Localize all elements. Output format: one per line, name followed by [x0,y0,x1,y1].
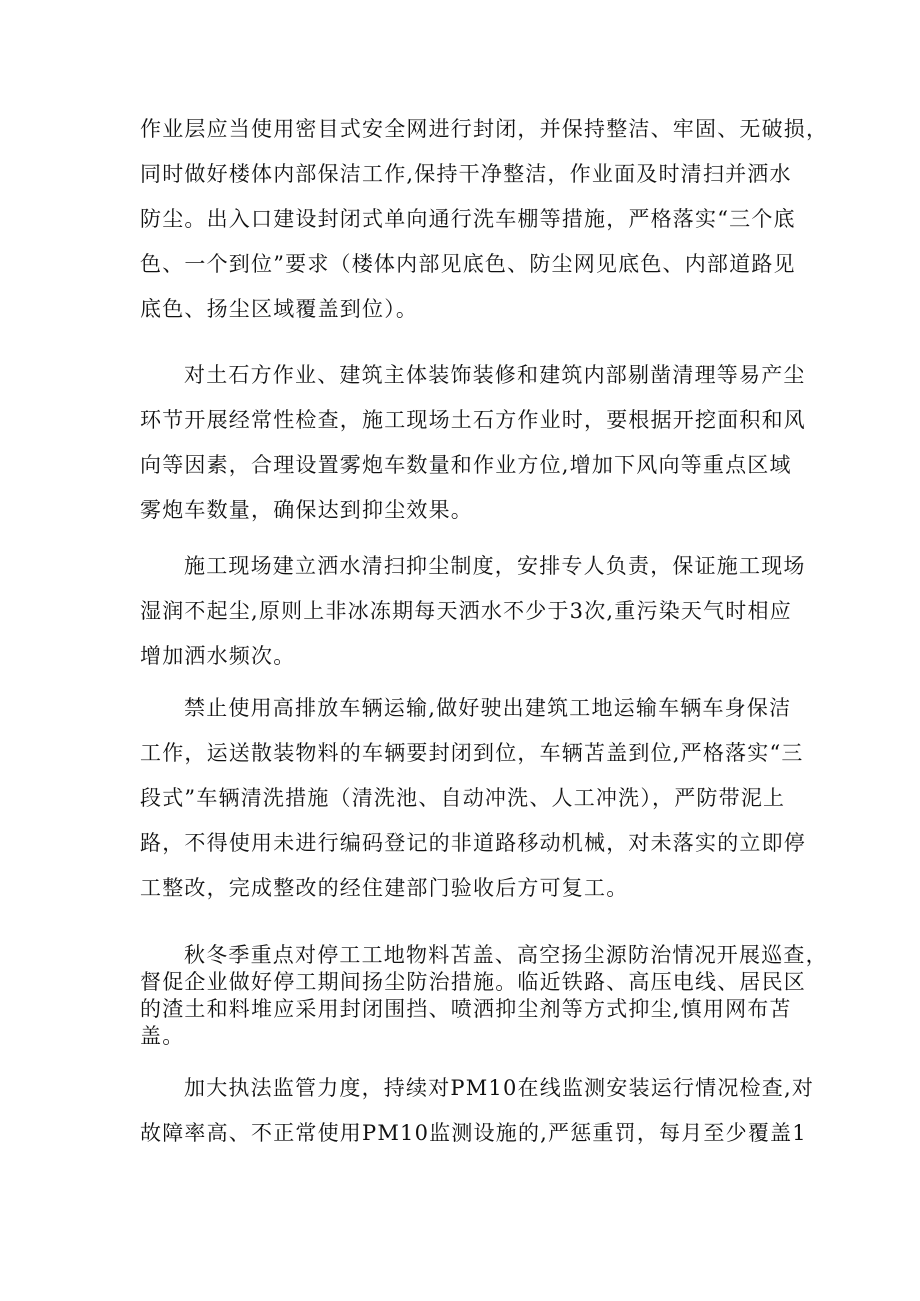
text-line: 工作，运送散装物料的车辆要封闭到位，车辆苫盖到位,严格落实“三 [140,741,804,765]
text-line: 督促企业做好停工期间扬尘防治措施。临近铁路、高压电线、居民区 [140,970,806,994]
paragraph-vehicle-transport [140,686,806,911]
paragraph-enforcement-supervision [140,1066,815,1156]
text-line: 同时做好楼体内部保洁工作,保持干净整洁，作业面及时清扫并洒水 [140,162,792,186]
text-line: 故障率高、不正常使用PM10监测设施的,严惩重罚，每月至少覆盖1 [140,1121,807,1145]
text-line: 工整改，完成整改的经住建部门验收后方可复工。 [140,876,629,900]
text-line: 向等因素，合理设置雾炮车数量和作业方位,增加下风向等重点区域 [140,453,792,477]
paragraph-watering-system [140,544,806,679]
text-line: 对土石方作业、建筑主体装饰装修和建筑内部剔凿清理等易产尘 [184,363,806,387]
paragraph-safety-net [140,107,829,332]
text-line: 色、一个到位”要求（楼体内部见底色、防尘网见底色、内部道路见 [140,252,796,276]
text-line: 路，不得使用未进行编码登记的非道路移动机械，对未落实的立即停 [140,831,806,855]
text-line: 秋冬季重点对停工工地物料苫盖、高空扬尘源防治情况开展巡查， [184,943,828,967]
text-line: 段式”车辆清洗措施（清洗池、自动冲洗、人工冲洗），严防带泥上 [140,786,786,810]
text-line: 的渣土和料堆应采用封闭围挡、喷洒抑尘剂等方式抑尘,慎用网布苫 [140,997,792,1021]
text-line: 作业层应当使用密目式安全网进行封闭，并保持整洁、牢固、无破损， [140,117,829,141]
text-line: 加大执法监管力度，持续对PM10在线监测安装运行情况检查,对 [184,1076,815,1100]
text-line: 湿润不起尘,原则上非冰冻期每天洒水不少于3次,重污染天气时相应 [140,599,792,623]
text-line: 底色、扬尘区域覆盖到位）。 [140,297,419,321]
text-line: 防尘。出入口建设封闭式单向通行洗车棚等措施，严格落实“三个底 [140,207,796,231]
paragraph-autumn-winter-inspection [140,942,828,1050]
text-line: 环节开展经常性检查，施工现场土石方作业时，要根据开挖面积和风 [140,408,806,432]
text-line: 禁止使用高排放车辆运输,做好驶出建筑工地运输车辆车身保洁 [184,696,792,720]
text-line: 施工现场建立洒水清扫抑尘制度，安排专人负责，保证施工现场 [184,554,806,578]
paragraph-earthwork-inspection [140,353,806,533]
text-line: 雾炮车数量，确保达到抑尘效果。 [140,498,473,522]
text-line: 增加洒水频次。 [140,644,296,668]
text-line: 盖。 [140,1024,185,1048]
